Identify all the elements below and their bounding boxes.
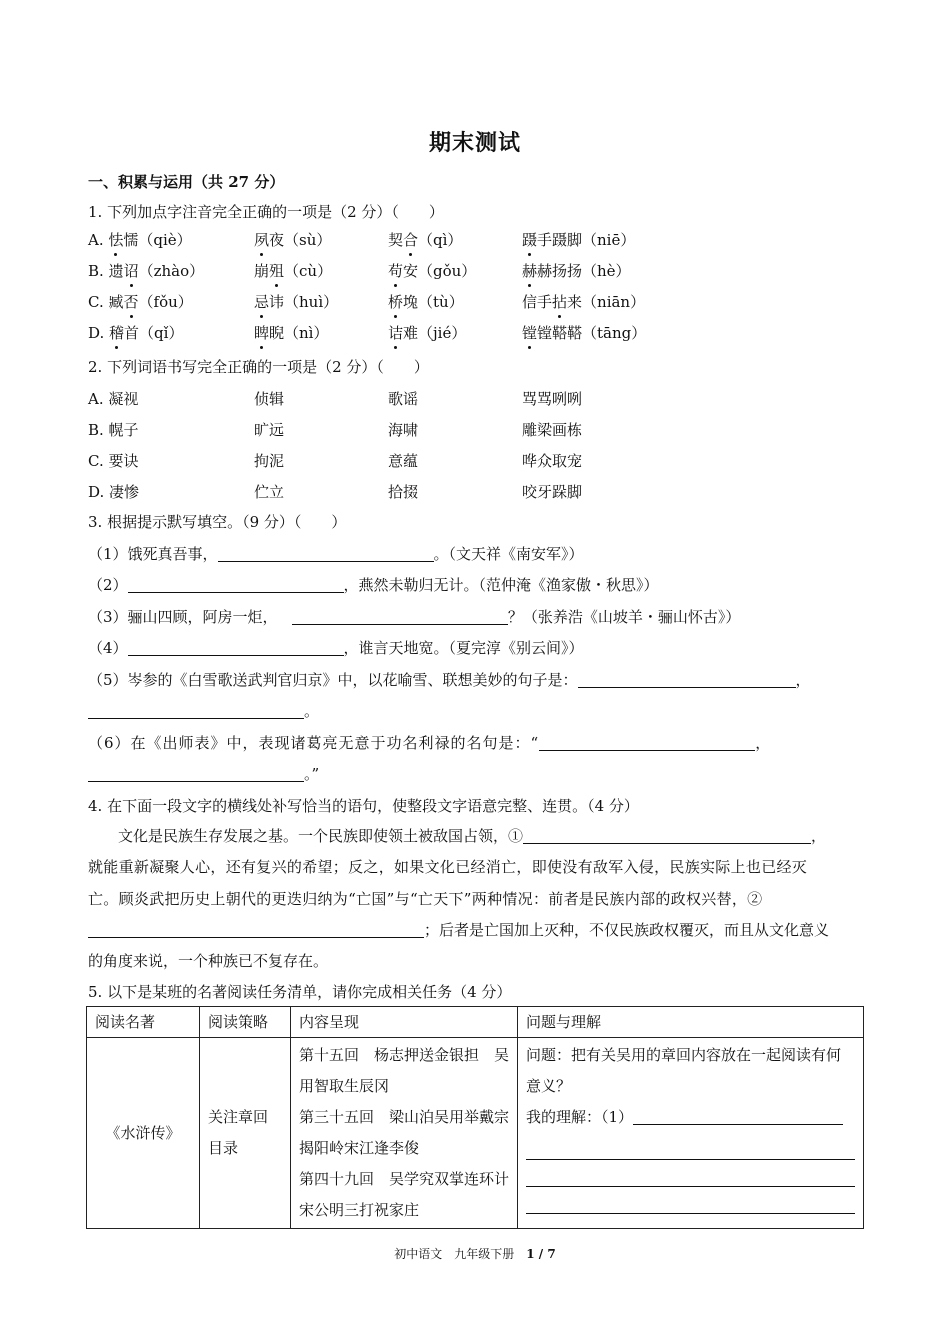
q4-para-line-1: 文化是民族生存发展之基。一个民族即使领土被敌国占领，① ， — [118, 827, 827, 845]
item-text: 臧 — [108, 293, 124, 311]
option-label[interactable]: A. — [88, 231, 109, 249]
q1-option-item — [522, 322, 646, 344]
answer-blank[interactable] — [128, 576, 344, 593]
item-text: 来（niān） — [567, 293, 646, 311]
item-text: 安（gǒu） — [403, 262, 477, 280]
header-content: 内容呈现 — [291, 1007, 518, 1038]
answer-blank[interactable] — [218, 545, 434, 562]
q2-option-word: 拘泥 — [254, 452, 285, 470]
emphasis-char: 否 — [123, 293, 139, 311]
q4-para-line-4: ；后者是亡国加上灭种，不仅民族政权覆灭，而且从文化意义 — [88, 920, 829, 940]
chapter-item: 第十五回 杨志押送金银担 吴用智取生辰冈 — [299, 1046, 510, 1095]
q3-line-5: （5）岑参的《白雪歌送武判官归京》中，以花喻雪、联想美妙的句子是： ， — [88, 671, 811, 689]
answer-blank[interactable] — [539, 734, 755, 751]
q1-option-item — [388, 291, 464, 313]
emphasis-char: 诏 — [123, 262, 139, 280]
chapter-item: 第三十五回 梁山泊吴用举戴宗 揭阳岭宋江逢李俊 — [299, 1108, 525, 1157]
emphasis-char: 诘 — [388, 324, 404, 342]
emphasis-char: 苟 — [388, 262, 404, 280]
item-text: 契 — [388, 231, 404, 249]
q2-option-word: B. 幌子 — [88, 421, 139, 439]
q2-option-word: 哗众取宠 — [522, 452, 583, 470]
item-text: （qì） — [418, 231, 463, 249]
q2-option-word: 咬牙跺脚 — [522, 483, 583, 501]
item-text: 夜（sù） — [269, 231, 332, 249]
header-question: 问题与理解 — [518, 1007, 864, 1038]
item-text: 讳（huì） — [269, 293, 339, 311]
item-text: 首（qǐ） — [124, 324, 184, 342]
item-text: 手蹑脚（niē） — [537, 231, 636, 249]
q3-line-6: （6）在《出师表》中，表现诸葛亮无意于功名利禄的名句是：“ ， — [88, 734, 772, 752]
answer-line[interactable] — [526, 1160, 855, 1187]
emphasis-char: 蹑 — [522, 231, 538, 249]
q2-option-word: A. 凝视 — [88, 390, 139, 408]
q1-option-item — [388, 260, 476, 282]
q2-option-word: 雕梁画栋 — [522, 421, 583, 439]
q4-para-line-3: 亡。顾炎武把历史上朝代的更迭归纳为“亡国”与“亡天下”两种情况：前者是民族内部的政权兴替，② — [88, 890, 763, 908]
table-header-row — [87, 1007, 864, 1038]
question-cell — [518, 1038, 864, 1229]
q1-option-item — [254, 291, 338, 313]
strategy-cell: 关注章回目录 — [200, 1038, 291, 1229]
emphasis-char: 夙 — [254, 231, 270, 249]
answer-blank[interactable] — [88, 765, 304, 782]
answer-line: 我的理解：（1） — [526, 1102, 855, 1133]
reading-task-table — [86, 1006, 864, 1229]
answer-blank-1[interactable] — [523, 827, 811, 844]
emphasis-char: 赫 — [522, 262, 538, 280]
q2-option-word: 意蕴 — [388, 452, 419, 470]
item-text: （cù） — [284, 262, 333, 280]
page-footer: 初中语文 九年级下册 1 / 7 — [394, 1247, 556, 1261]
q2-option-word: 旷远 — [254, 421, 285, 439]
q2-stem: 2. 下列词语书写完全正确的一项是（2 分）（ ） — [88, 358, 429, 376]
q1-option-item — [254, 260, 332, 282]
header-strategy: 阅读策略 — [200, 1007, 291, 1038]
q2-option-word: 侦辑 — [254, 390, 285, 408]
chapter-item: 第四十九回 吴学究双掌连环计 宋公明三打祝家庄 — [299, 1170, 525, 1219]
answer-blank[interactable] — [633, 1108, 843, 1125]
q2-option-word: 伫立 — [254, 483, 285, 501]
q3-stem: 3. 根据提示默写填空。（9 分）（ ） — [88, 513, 347, 531]
q3-line-2: （2） ，燕然未勒归无计。（范仲淹《渔家傲・秋思》） — [88, 576, 659, 594]
option-label[interactable]: B. — [88, 262, 109, 280]
q1-option-item — [388, 229, 462, 251]
answer-blank[interactable] — [128, 639, 344, 656]
q5-stem: 5. 以下是某班的名著阅读任务清单，请你完成相关任务（4 分） — [88, 983, 512, 1001]
q4-stem: 4. 在下面一段文字的横线处补写恰当的语句，使整段文字语意完整、连贯。（4 分） — [88, 797, 639, 815]
q1-option-item — [88, 229, 192, 251]
q2-option-word: 拾掇 — [388, 483, 419, 501]
table-row — [87, 1038, 864, 1229]
q1-option-item — [88, 291, 193, 313]
page-title: 期末测试 — [428, 130, 521, 156]
content-cell — [291, 1038, 525, 1229]
q1-option-item — [388, 322, 466, 344]
q1-option-item — [88, 260, 204, 282]
q2-option-word: C. 要诀 — [88, 452, 139, 470]
item-text: 崩 — [254, 262, 270, 280]
answer-line[interactable] — [526, 1133, 855, 1160]
q4-para-line-5: 的角度来说，一个种族已不复存在。 — [88, 952, 329, 970]
item-text: 堍（tù） — [403, 293, 464, 311]
item-text: 镗鞳鞳（tāng） — [537, 324, 647, 342]
q1-option-item — [88, 322, 183, 344]
q4-para-line-2: 就能重新凝聚人心，还有复兴的希望；反之，如果文化已经消亡，即使没有敌军入侵，民族实际上也已经灭 — [88, 858, 808, 876]
q1-option-item — [254, 322, 328, 344]
emphasis-char: 怯 — [108, 231, 124, 249]
q1-option-item — [522, 291, 645, 313]
item-text: 遗 — [108, 262, 124, 280]
item-text: 懦（qiè） — [123, 231, 192, 249]
q2-option-word: 骂骂咧咧 — [522, 390, 583, 408]
item-text: （fǒu） — [138, 293, 193, 311]
emphasis-char: 殂 — [269, 262, 285, 280]
section-heading: 一、积累与运用（共 27 分） — [88, 173, 285, 191]
item-text: 信手 — [522, 293, 553, 311]
item-text: 难（jié） — [403, 324, 467, 342]
emphasis-char: 稽 — [109, 324, 125, 342]
emphasis-char: 桥 — [388, 293, 404, 311]
emphasis-char: 睥 — [254, 324, 270, 342]
q3-line-1: （1）饿死真吾事， 。（文天祥《南安军》） — [88, 545, 584, 563]
q1-option-item — [522, 260, 631, 282]
q1-option-item — [522, 229, 635, 251]
header-book: 阅读名著 — [87, 1007, 200, 1038]
answer-blank[interactable] — [292, 608, 508, 625]
q2-option-word: D. 凄惨 — [88, 483, 140, 501]
option-label[interactable]: C. — [88, 293, 109, 311]
q3-line-3: （3）骊山四顾，阿房一炬， ？（张养浩《山坡羊・骊山怀古》） — [88, 608, 741, 626]
option-label[interactable]: D. — [88, 324, 110, 342]
answer-blank[interactable] — [88, 702, 304, 719]
q3-line-6-cont: 。” — [88, 764, 319, 784]
q3-line-4: （4） ，谁言天地宽。（夏完淳《别云间》） — [88, 639, 584, 657]
q3-line-5-cont: 。 — [88, 701, 319, 721]
answer-blank[interactable] — [578, 671, 796, 688]
emphasis-char: 忌 — [254, 293, 270, 311]
emphasis-char: 镗 — [522, 324, 538, 342]
item-text: （zhào） — [138, 262, 205, 280]
emphasis-char: 拈 — [552, 293, 568, 311]
q1-stem: 1. 下列加点字注音完全正确的一项是（2 分）（ ） — [88, 203, 444, 221]
book-cell: 《水浒传》 — [87, 1038, 200, 1229]
item-text: 睨（nì） — [269, 324, 329, 342]
answer-line[interactable] — [526, 1187, 855, 1214]
answer-blank-2[interactable] — [88, 921, 424, 938]
q2-option-word: 歌谣 — [388, 390, 419, 408]
q1-option-item — [254, 229, 331, 251]
page-number: 1 / 7 — [526, 1247, 556, 1261]
q2-option-word: 海啸 — [388, 421, 419, 439]
item-text: 赫扬扬（hè） — [537, 262, 631, 280]
question-text: 问题：把有关吴用的章回内容放在一起阅读有何意义？ — [526, 1046, 842, 1095]
emphasis-char: 合 — [403, 231, 419, 249]
